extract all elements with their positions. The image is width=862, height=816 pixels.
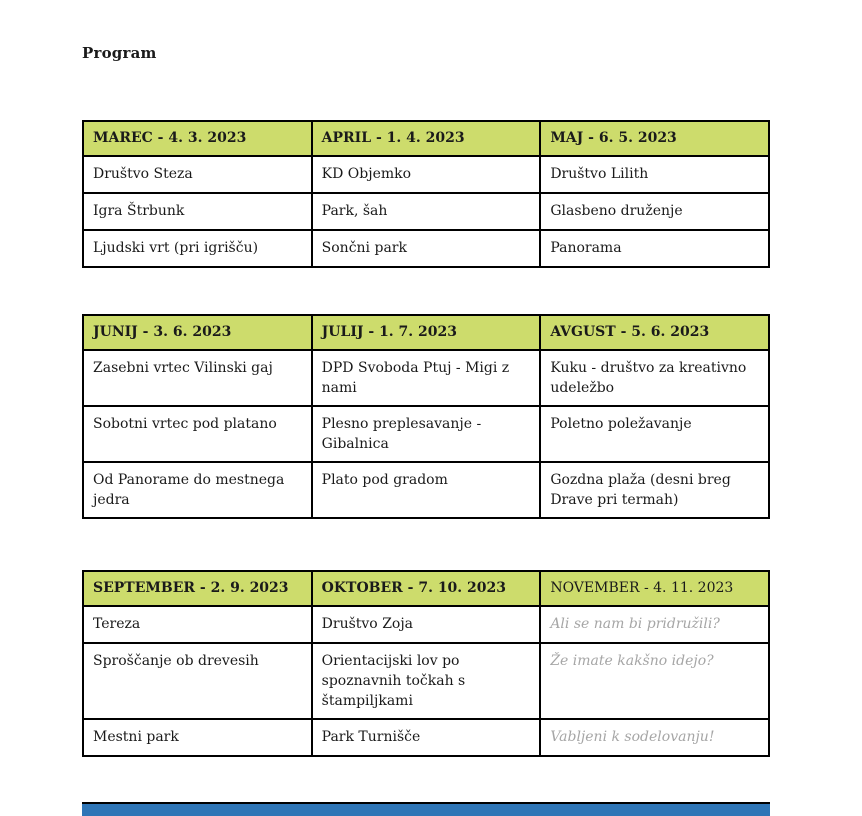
table-cell: Plesno preplesavanje - Gibalnica [312,406,541,462]
table-cell: Tereza [83,606,312,643]
month-header: SEPTEMBER - 2. 9. 2023 [83,571,312,606]
table-cell: Društvo Zoja [312,606,541,643]
table-cell: DPD Svoboda Ptuj - Migi z nami [312,350,541,406]
table-row [83,462,769,518]
table-cell: Glasbeno druženje [540,193,769,230]
table-cell: Že imate kakšno idejo? [540,643,769,719]
table-cell: Sproščanje ob drevesih [83,643,312,719]
table-row [83,643,769,719]
table-cell: Od Panorame do mestnega jedra [83,462,312,518]
month-header: OKTOBER - 7. 10. 2023 [312,571,541,606]
program-table-marec-maj [82,120,770,268]
program-table-september-november [82,570,770,757]
page-title: Program [82,44,157,62]
table-row [83,606,769,643]
table-cell: Sončni park [312,230,541,267]
table-row [83,719,769,756]
table-cell: Ljudski vrt (pri igrišču) [83,230,312,267]
program-table-junij-avgust [82,314,770,519]
table-cell: Kuku - društvo za kreativno udeležbo [540,350,769,406]
table-row [83,350,769,406]
month-header: APRIL - 1. 4. 2023 [312,121,541,156]
table-cell: Vabljeni k sodelovanju! [540,719,769,756]
table-cell: Mestni park [83,719,312,756]
table-cell: Zasebni vrtec Vilinski gaj [83,350,312,406]
month-header: JULIJ - 1. 7. 2023 [312,315,541,350]
header-row [83,121,769,156]
month-header: JUNIJ - 3. 6. 2023 [83,315,312,350]
header-row [83,571,769,606]
table-row [83,193,769,230]
table-cell: Igra Štrbunk [83,193,312,230]
next-table-header-partial [82,802,770,816]
table-cell: Ali se nam bi pridružili? [540,606,769,643]
month-header: NOVEMBER - 4. 11. 2023 [540,571,769,606]
table-cell: Društvo Lilith [540,156,769,193]
table-row [83,406,769,462]
table-cell: Društvo Steza [83,156,312,193]
header-row [83,315,769,350]
table-cell: Panorama [540,230,769,267]
table-cell: Sobotni vrtec pod platano [83,406,312,462]
table-cell: KD Objemko [312,156,541,193]
table-row [83,230,769,267]
table-cell: Park, šah [312,193,541,230]
table-row [83,156,769,193]
table-cell: Orientacijski lov po spoznavnih točkah s štampiljkami [312,643,541,719]
month-header: MAJ - 6. 5. 2023 [540,121,769,156]
month-header: MAREC - 4. 3. 2023 [83,121,312,156]
table-cell: Park Turnišče [312,719,541,756]
month-header: AVGUST - 5. 6. 2023 [540,315,769,350]
table-cell: Gozdna plaža (desni breg Drave pri termah) [540,462,769,518]
table-cell: Poletno poležavanje [540,406,769,462]
table-cell: Plato pod gradom [312,462,541,518]
